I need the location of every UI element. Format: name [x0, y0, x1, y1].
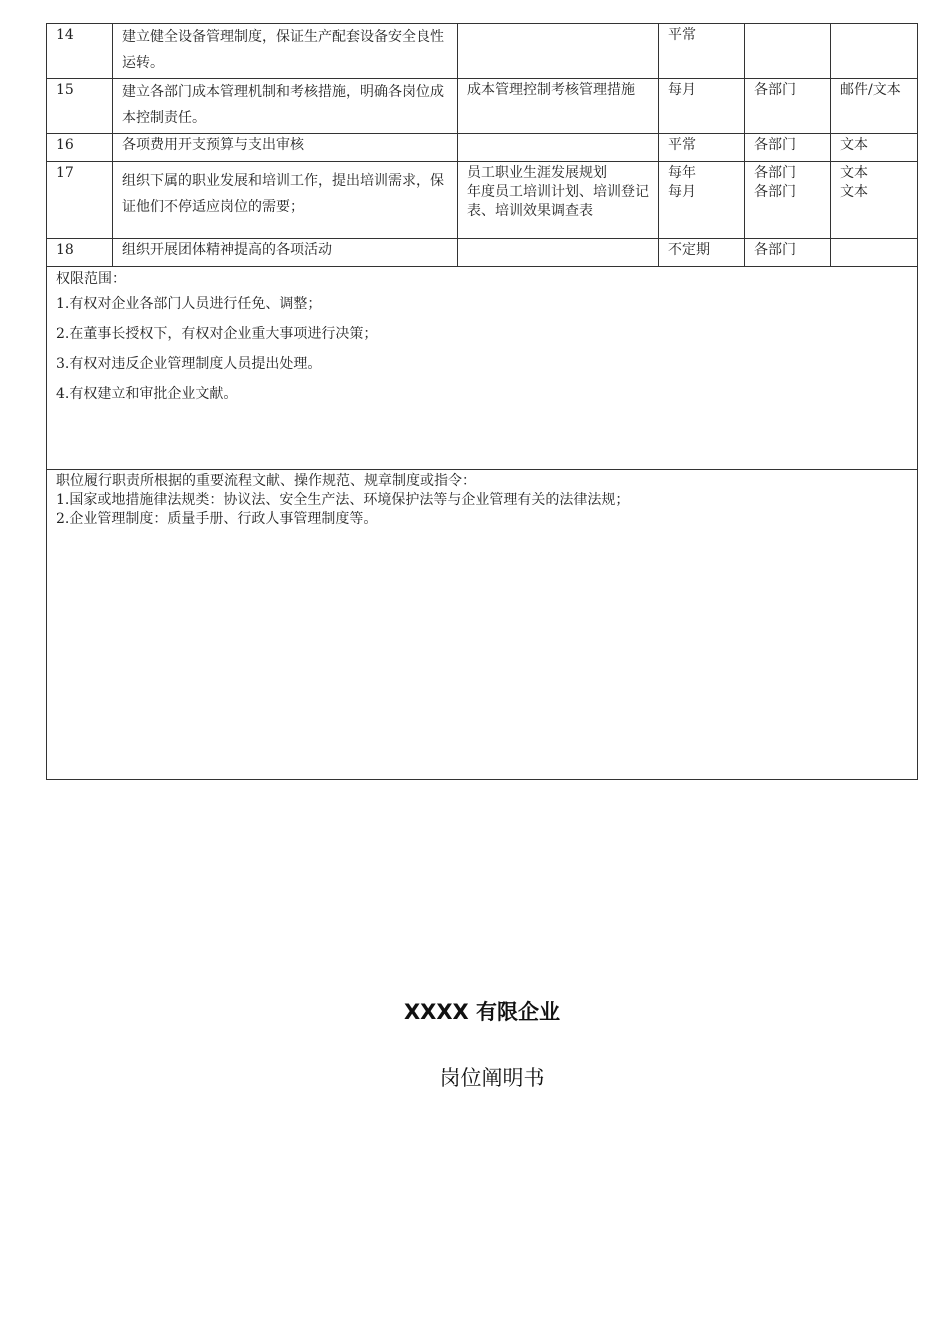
row-number: 15 — [47, 79, 113, 134]
duty-output — [458, 162, 659, 239]
row-number: 16 — [47, 134, 113, 162]
duty-target — [745, 162, 831, 239]
basis-row — [47, 470, 918, 780]
authority-row — [47, 267, 918, 470]
duty-format — [831, 24, 918, 79]
duty-format: 邮件/文本 — [831, 79, 918, 134]
authority-heading: 权限范围： — [56, 271, 126, 287]
duty-target: 各部门 — [745, 79, 831, 134]
duty-table — [46, 23, 918, 780]
duty-target-line: 各部门 — [754, 165, 796, 181]
basis-item: 1.国家或地措施律法规类：协议法、安全生产法、环境保护法等与企业管理有关的法律法规； — [56, 492, 630, 508]
duty-frequency: 平常 — [659, 134, 745, 162]
duty-output — [458, 239, 659, 267]
company-name: XXXX 有限企业 — [403, 1000, 561, 1024]
duty-frequency — [659, 162, 745, 239]
basis-heading: 职位履行职责所根据的重要流程文献、操作规范、规章制度或指令： — [56, 473, 476, 489]
document-title: 岗位阐明书 — [439, 1066, 545, 1090]
duty-target-line: 各部门 — [754, 184, 796, 200]
duty-format: 文本 — [831, 134, 918, 162]
row-number: 14 — [47, 24, 113, 79]
authority-section — [47, 267, 918, 470]
duty-frequency: 每月 — [659, 79, 745, 134]
basis-item: 2.企业管理制度：质量手册、行政人事管理制度等。 — [56, 511, 378, 527]
duty-frequency-line: 每年 — [668, 165, 696, 181]
duty-description: 组织开展团体精神提高的各项活动 — [113, 239, 458, 267]
duty-target: 各部门 — [745, 239, 831, 267]
duty-output — [458, 134, 659, 162]
duty-output-line: 年度员工培训计划、培训登记表、培训效果调查表 — [467, 184, 649, 219]
duty-description: 组织下属的职业发展和培训工作，提出培训需求，保证他们不停适应岗位的需要； — [113, 162, 458, 239]
duty-frequency: 不定期 — [659, 239, 745, 267]
table-row — [47, 134, 918, 162]
duty-frequency-line: 每月 — [668, 184, 696, 200]
duty-format — [831, 162, 918, 239]
duty-output: 成本管理控制考核管理措施 — [458, 79, 659, 134]
row-number: 18 — [47, 239, 113, 267]
duty-target: 各部门 — [745, 134, 831, 162]
authority-item: 3.有权对违反企业管理制度人员提出处理。 — [56, 356, 322, 372]
authority-item: 1.有权对企业各部门人员进行任免、调整； — [56, 296, 322, 312]
authority-item: 2.在董事长授权下，有权对企业重大事项进行决策； — [56, 326, 378, 342]
table-row — [47, 24, 918, 79]
table-row — [47, 162, 918, 239]
duty-description: 各项费用开支预算与支出审核 — [113, 134, 458, 162]
basis-section — [47, 470, 918, 780]
duty-target — [745, 24, 831, 79]
duty-output — [458, 24, 659, 79]
duty-frequency: 平常 — [659, 24, 745, 79]
duty-format-line: 文本 — [840, 165, 868, 181]
duty-description: 建立健全设备管理制度，保证生产配套设备安全良性运转。 — [113, 24, 458, 79]
row-number: 17 — [47, 162, 113, 239]
table-row — [47, 239, 918, 267]
duty-output-line: 员工职业生涯发展规划 — [467, 165, 607, 181]
authority-item: 4.有权建立和审批企业文献。 — [56, 386, 238, 402]
table-row — [47, 79, 918, 134]
duty-format-line: 文本 — [840, 184, 868, 200]
duty-format — [831, 239, 918, 267]
duty-description: 建立各部门成本管理机制和考核措施，明确各岗位成本控制责任。 — [113, 79, 458, 134]
